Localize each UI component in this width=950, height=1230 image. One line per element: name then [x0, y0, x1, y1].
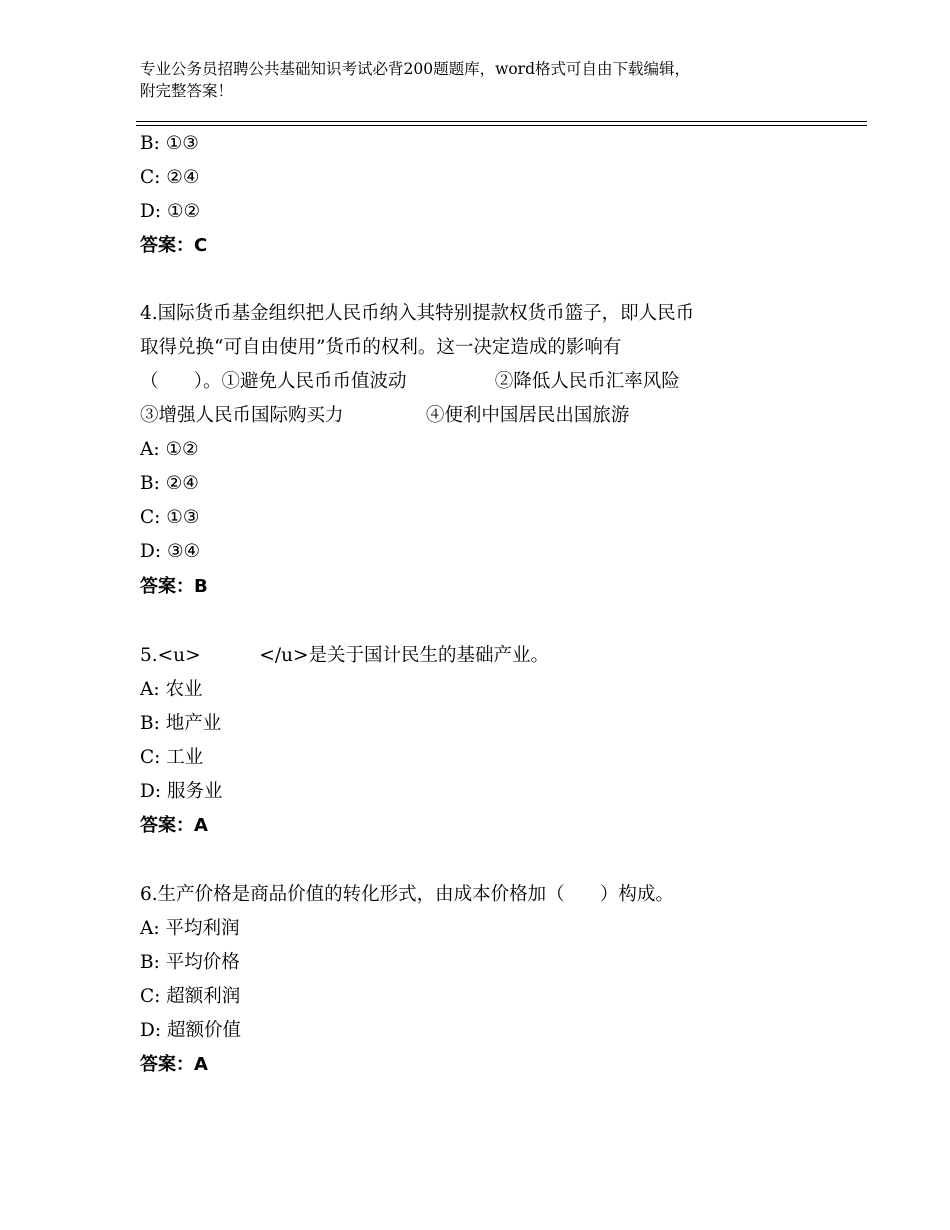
- option-b: B: 平均价格: [140, 952, 240, 973]
- option-d: D: 超额价值: [140, 1020, 241, 1041]
- header-divider: [136, 121, 867, 126]
- question-stem-line: 4.国际货币基金组织把人民币纳入其特别提款权货币篮子，即人民币: [140, 303, 695, 324]
- question-stem-line: ③增强人民币国际购买力 ④便利中国居民出国旅游: [140, 405, 630, 426]
- question-stem-line: （ ）。①避免人民币币值波动 ②降低人民币汇率风险: [140, 371, 680, 392]
- page-header: [140, 58, 830, 102]
- option-c: C: 工业: [140, 747, 204, 768]
- answer-text: 答案：A: [140, 1054, 208, 1075]
- option-b: B: ①③: [140, 133, 199, 154]
- option-c: C: ②④: [140, 167, 200, 188]
- answer-text: 答案：B: [140, 576, 208, 597]
- option-d: D: ①②: [140, 201, 201, 222]
- answer-text: 答案：A: [140, 815, 208, 836]
- option-d: D: 服务业: [140, 781, 223, 802]
- option-b: B: ②④: [140, 473, 199, 494]
- option-c: C: ①③: [140, 507, 200, 528]
- option-a: A: ①②: [140, 439, 199, 460]
- header-line-2: 附完整答案！: [140, 82, 234, 100]
- option-c: C: 超额利润: [140, 986, 241, 1007]
- question-stem-line: 取得兑换“可自由使用”货币的权利。这一决定造成的影响有: [140, 337, 622, 358]
- option-a: A: 平均利润: [140, 918, 240, 939]
- option-d: D: ③④: [140, 541, 201, 562]
- option-b: B: 地产业: [140, 713, 222, 734]
- header-line-1: 专业公务员招聘公共基础知识考试必背200题题库，word格式可自由下载编辑，: [140, 60, 691, 78]
- question-stem: 6.生产价格是商品价值的转化形式，由成本价格加（ ）构成。: [140, 884, 674, 905]
- option-a: A: 农业: [140, 679, 203, 700]
- answer-text: 答案：C: [140, 235, 208, 256]
- question-stem: 5.<u> </u>是关于国计民生的基础产业。: [140, 645, 550, 666]
